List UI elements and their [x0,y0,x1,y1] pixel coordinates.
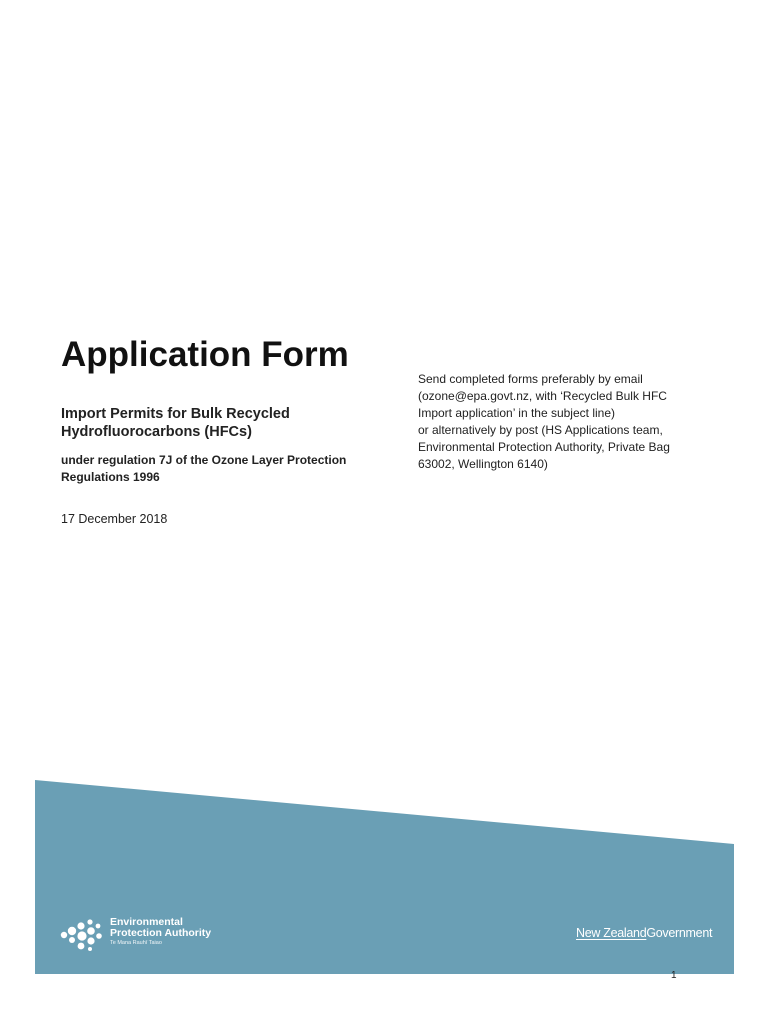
epa-name-line1: Environmental [110,916,183,928]
instructions-line: Environmental Protection Authority, Private Bag [418,440,670,454]
instructions-line: Import application’ in the subject line) [418,406,615,420]
nz-government-logo [576,926,712,940]
epa-tagline: Te Mana Rauhī Taiao [110,940,162,946]
epa-dots-logo-icon [60,917,106,953]
nz-government-part1: New Zealand [576,926,647,940]
epa-wordmark [110,917,211,948]
epa-logo [60,917,230,953]
regulation-reference: under regulation 7J of the Ozone Layer Protection Regulations 1996 [61,453,347,484]
instructions-line: 63002, Wellington 6140) [418,457,548,471]
instructions-line: Send completed forms preferably by email [418,372,643,386]
nz-government-part2: Government [646,926,713,940]
submission-instructions [418,371,718,473]
instructions-line: (ozone@epa.govt.nz, with ‘Recycled Bulk HFC [418,389,667,403]
document-date: 17 December 2018 [61,512,168,526]
epa-name-line2: Protection Authority [110,927,212,939]
page-number: 1 [671,970,677,981]
document-subtitle: Import Permits for Bulk Recycled Hydrofluorocarbons (HFCs) [61,406,290,440]
instructions-line: or alternatively by post (HS Applications team, [418,423,663,437]
document-title: Application Form [61,335,349,374]
